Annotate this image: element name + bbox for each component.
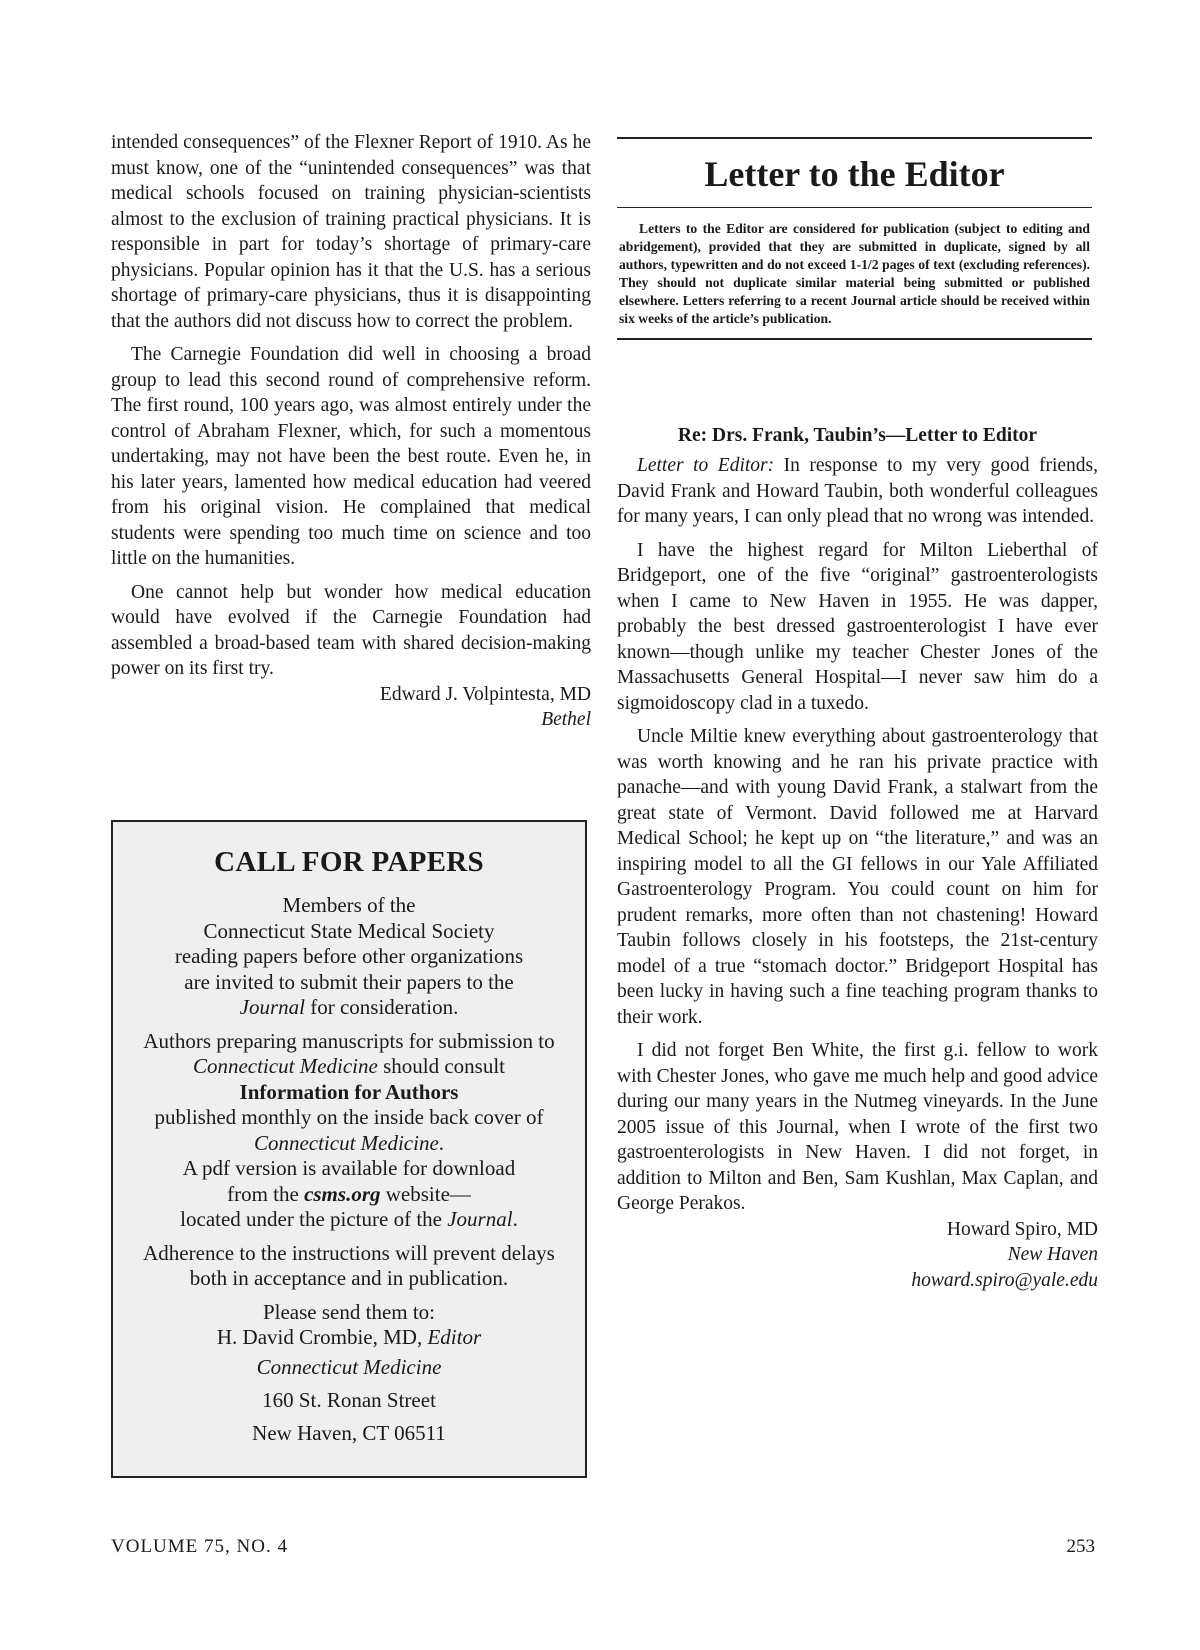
cfp-website-link[interactable]: csms.org [304, 1181, 381, 1206]
cfp-text: from the [227, 1181, 305, 1206]
letter-to-editor-title: Letter to the Editor [704, 154, 1005, 194]
cfp-text: A pdf version is available for download [182, 1156, 516, 1180]
cfp-text: published monthly on the inside back cover of [154, 1105, 544, 1129]
cfp-text: should consult [377, 1054, 506, 1078]
left-signature [111, 682, 591, 733]
cfp-journal-name: Connecticut Medicine [192, 1054, 378, 1078]
letter-to-editor-header [617, 137, 1092, 340]
letter-lead: Letter to Editor: [637, 455, 775, 476]
cfp-authors-paragraph [113, 1029, 585, 1233]
left-paragraph-2: The Carnegie Foundation did well in choosing a broad group to lead this second round of comprehensive reform. The first round, 100 years ago, was almost entirely under the control of Abraham Flexner, which, for such a momentous undertaking, may not have been the best route. Even he, in his later years, lamented how medical education had veered from his original vision. He complained that medical students were spending too much time on science and too little on the humanities. [111, 344, 591, 569]
cfp-adherence-paragraph [113, 1241, 585, 1292]
letter-paragraph-3: Uncle Miltie knew everything about gastroenterology that was worth knowing and he ran his private practice with panache—and with young David Frank, a stalwart from the great state of Vermont. David followed me at Harvard Medical School; he kept up on “the literature,” and was an inspiring model to all the GI fellows in our Yale Affiliated Gastroenterology Program. You could count on him for prudent remarks, more often than not chastening! Howard Taubin follows closely in his footsteps, the 21st-century model of a true “stomach doctor.” Bridgeport Hospital has been lucky in having such a fine teaching program thanks to their work. [617, 726, 1098, 1028]
cfp-address-street: 160 St. Ronan Street [262, 1387, 436, 1412]
cfp-text: both in acceptance and in publication. [189, 1266, 509, 1290]
letter-signature-location: New Haven [1007, 1244, 1098, 1265]
cfp-text: for consideration. [304, 995, 459, 1019]
cfp-send-paragraph [113, 1300, 585, 1351]
letter-paragraph-1-text: In response to my very good friends, David Frank and Howard Taubin, both wonderful colleagues for many years, I can only plead that no wrong was intended. [617, 455, 1099, 527]
left-signature-location: Bethel [541, 709, 591, 730]
letter-paragraph-2: I have the highest regard for Milton Lieberthal of Bridgeport, one of the five “original” gastroenterologists when I came to New Haven in 1955. He was dapper, probably the best dressed gastroenterologist I have ever known—though unlike my teacher Chester Jones of the Massachusetts General Hospital—I never saw him do a sigmoidoscopy clad in a tuxedo. [617, 539, 1098, 714]
call-for-papers-box [111, 820, 587, 1478]
cfp-text: are invited to submit their papers to the [184, 969, 514, 994]
left-paragraph-1: intended consequences” of the Flexner Report of 1910. As he must know, one of the “unintended consequences” was that medical schools focused on training physician-scientists almost to the exclusion of training practical physicians. It is responsible in part for today’s shortage of primary-care physicians. Popular opinion has it that the U.S. has a serious shortage of primary-care physicians, thus it is disappointing that the authors did not discuss how to correct the problem. [111, 132, 591, 332]
header-bottom-rule [617, 338, 1092, 340]
cfp-members-paragraph [113, 893, 585, 1021]
cfp-journal-italic: Journal [239, 995, 305, 1019]
left-signature-name: Edward J. Volpintesta, MD [379, 683, 591, 705]
letter-signature [617, 1217, 1098, 1294]
cfp-text: Please send them to: [262, 1299, 436, 1324]
call-for-papers-title: CALL FOR PAPERS [214, 846, 484, 878]
cfp-text: located under the picture of the [180, 1207, 448, 1231]
cfp-info-for-authors: Information for Authors [239, 1079, 459, 1104]
cfp-address [113, 1351, 585, 1450]
letter-signature-name: Howard Spiro, MD [946, 1218, 1098, 1240]
cfp-text: reading papers before other organizations [174, 944, 524, 968]
cfp-text: Members of the [282, 893, 416, 917]
cfp-text: . [512, 1207, 518, 1231]
cfp-text: Connecticut State Medical Society [203, 918, 495, 943]
cfp-text: Adherence to the instructions will prevent delays [143, 1240, 555, 1265]
cfp-text: Authors preparing manuscripts for submission to [143, 1028, 555, 1053]
left-paragraph-3: One cannot help but wonder how medical education would have evolved if the Carnegie Foundation had assembled a broad-based team with shared decision-making power on its first try. [111, 581, 591, 679]
cfp-journal-name: Connecticut Medicine [253, 1130, 439, 1155]
cfp-address-city: New Haven, CT 06511 [252, 1420, 446, 1445]
cfp-address-journal: Connecticut Medicine [256, 1354, 442, 1379]
letter-title: Re: Drs. Frank, Taubin’s—Letter to Editor [677, 425, 1038, 446]
letter-body [617, 425, 1098, 1293]
volume-footer: VOLUME 75, NO. 4 [111, 1536, 288, 1557]
cfp-text: . [438, 1130, 445, 1155]
cfp-editor-title: Editor [427, 1325, 482, 1349]
header-top-rule [617, 137, 1092, 139]
letters-submission-note: Letters to the Editor are considered for publication (subject to editing and abridgement), provided that they are submitted in duplicate, signed by all authors, typewritten and do not exceed 1-1/2 pages of text (excluding references). They should not duplicate similar material being submitted or published elsewhere. Letters referring to a recent Journal article should be received within six weeks of the article’s publication. [619, 221, 1090, 326]
cfp-text: website— [380, 1181, 471, 1206]
letter-paragraph-1 [617, 453, 1098, 530]
page-number: 253 [1066, 1536, 1095, 1557]
letter-signature-email[interactable]: howard.spiro@yale.edu [911, 1269, 1098, 1291]
letter-paragraph-4: I did not forget Ben White, the first g.i. fellow to work with Chester Jones, who gave me much help and good advice during our many years in the Nutmeg vineyards. In the June 2005 issue of this Journal, when I wrote of the first two gastroenterologists in New Haven. I did not forget, in addition to Milton and Ben, Sam Kushlan, Max Caplan, and George Perakos. [617, 1040, 1098, 1214]
cfp-text: H. David Crombie, MD, [216, 1325, 428, 1349]
cfp-journal-italic: Journal [447, 1207, 513, 1231]
left-column [111, 130, 591, 733]
